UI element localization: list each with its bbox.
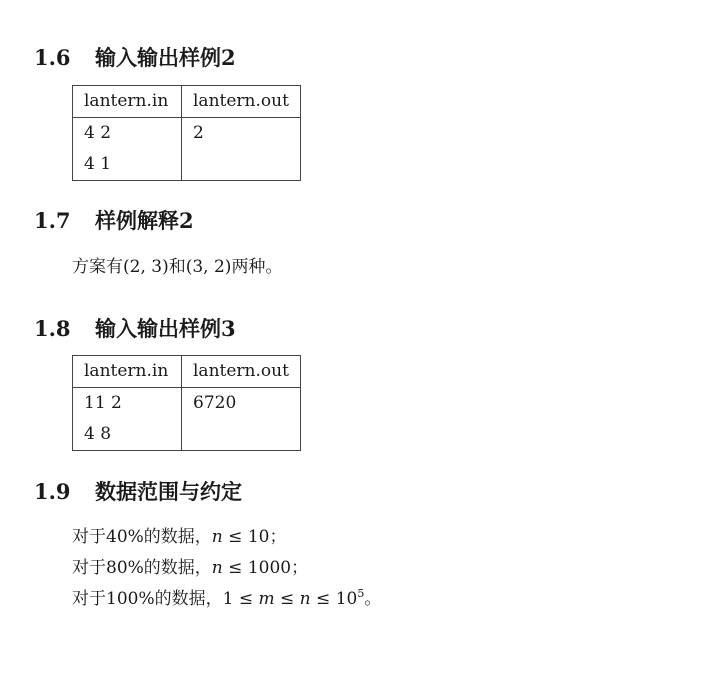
table-cell: 11 2 <box>73 388 182 420</box>
column-header-output: lantern.out <box>182 86 301 118</box>
section-heading-1-8 <box>34 316 236 342</box>
math-operator: ≤ <box>222 527 248 547</box>
section-title: 数据范围与约定 <box>95 479 242 504</box>
math-operator: ≤ <box>222 558 248 578</box>
section-heading-1-6 <box>34 45 236 71</box>
column-header-input: lantern.in <box>73 356 182 388</box>
math-lower-bound: 1 ≤ <box>222 589 259 609</box>
math-var-n: n <box>211 558 223 578</box>
table-cell <box>182 149 301 181</box>
section-title: 样例解释2 <box>95 208 194 233</box>
table-row <box>73 388 301 420</box>
section-number: 1.6 <box>34 45 71 70</box>
constraint-line-1 <box>72 522 286 553</box>
math-bound: 1000 <box>247 558 292 578</box>
section-title: 输入输出样例2 <box>95 45 236 70</box>
section-number: 1.8 <box>34 316 71 341</box>
section-number: 1.9 <box>34 479 71 504</box>
pair-2: (3, 2) <box>185 257 232 277</box>
constraint-prefix: 对于40%的数据， <box>72 527 212 547</box>
math-power-base: 10 <box>335 589 358 609</box>
section-number: 1.7 <box>34 208 71 233</box>
table-cell: 4 1 <box>73 149 182 181</box>
constraint-prefix: 对于100%的数据， <box>72 589 223 609</box>
table-cell: 4 8 <box>73 419 182 451</box>
table-cell: 4 2 <box>73 118 182 150</box>
explanation-mid: 和 <box>168 257 186 277</box>
constraint-suffix: 。 <box>364 589 382 609</box>
table-row <box>73 419 301 451</box>
table-header-row <box>73 86 301 118</box>
sample-io-table-2 <box>72 85 301 181</box>
table-cell: 2 <box>182 118 301 150</box>
section-heading-1-9 <box>34 479 242 505</box>
constraint-line-3 <box>72 584 381 615</box>
sample-io-table-3 <box>72 355 301 451</box>
table-row <box>73 149 301 181</box>
column-header-input: lantern.in <box>73 86 182 118</box>
constraint-suffix: ； <box>291 558 309 578</box>
column-header-output: lantern.out <box>182 356 301 388</box>
table-cell <box>182 419 301 451</box>
section-heading-1-7 <box>34 208 194 234</box>
table-cell: 6720 <box>182 388 301 420</box>
math-var-n: n <box>211 527 223 547</box>
math-var-n: n <box>299 589 311 609</box>
math-operator: ≤ <box>274 589 300 609</box>
explanation-prefix: 方案有 <box>72 257 123 277</box>
math-bound: 10 <box>247 527 270 547</box>
explanation-suffix: 两种。 <box>231 257 283 277</box>
table-row <box>73 118 301 150</box>
table-header-row <box>73 356 301 388</box>
constraint-prefix: 对于80%的数据， <box>72 558 212 578</box>
constraint-suffix: ； <box>269 527 287 547</box>
section-title: 输入输出样例3 <box>95 316 236 341</box>
math-exponent: 5 <box>357 587 365 600</box>
sample-explanation-text <box>72 252 282 283</box>
math-var-m: m <box>258 589 275 609</box>
pair-1: (2, 3) <box>123 257 169 277</box>
constraint-line-2 <box>72 553 308 584</box>
math-operator: ≤ <box>310 589 336 609</box>
